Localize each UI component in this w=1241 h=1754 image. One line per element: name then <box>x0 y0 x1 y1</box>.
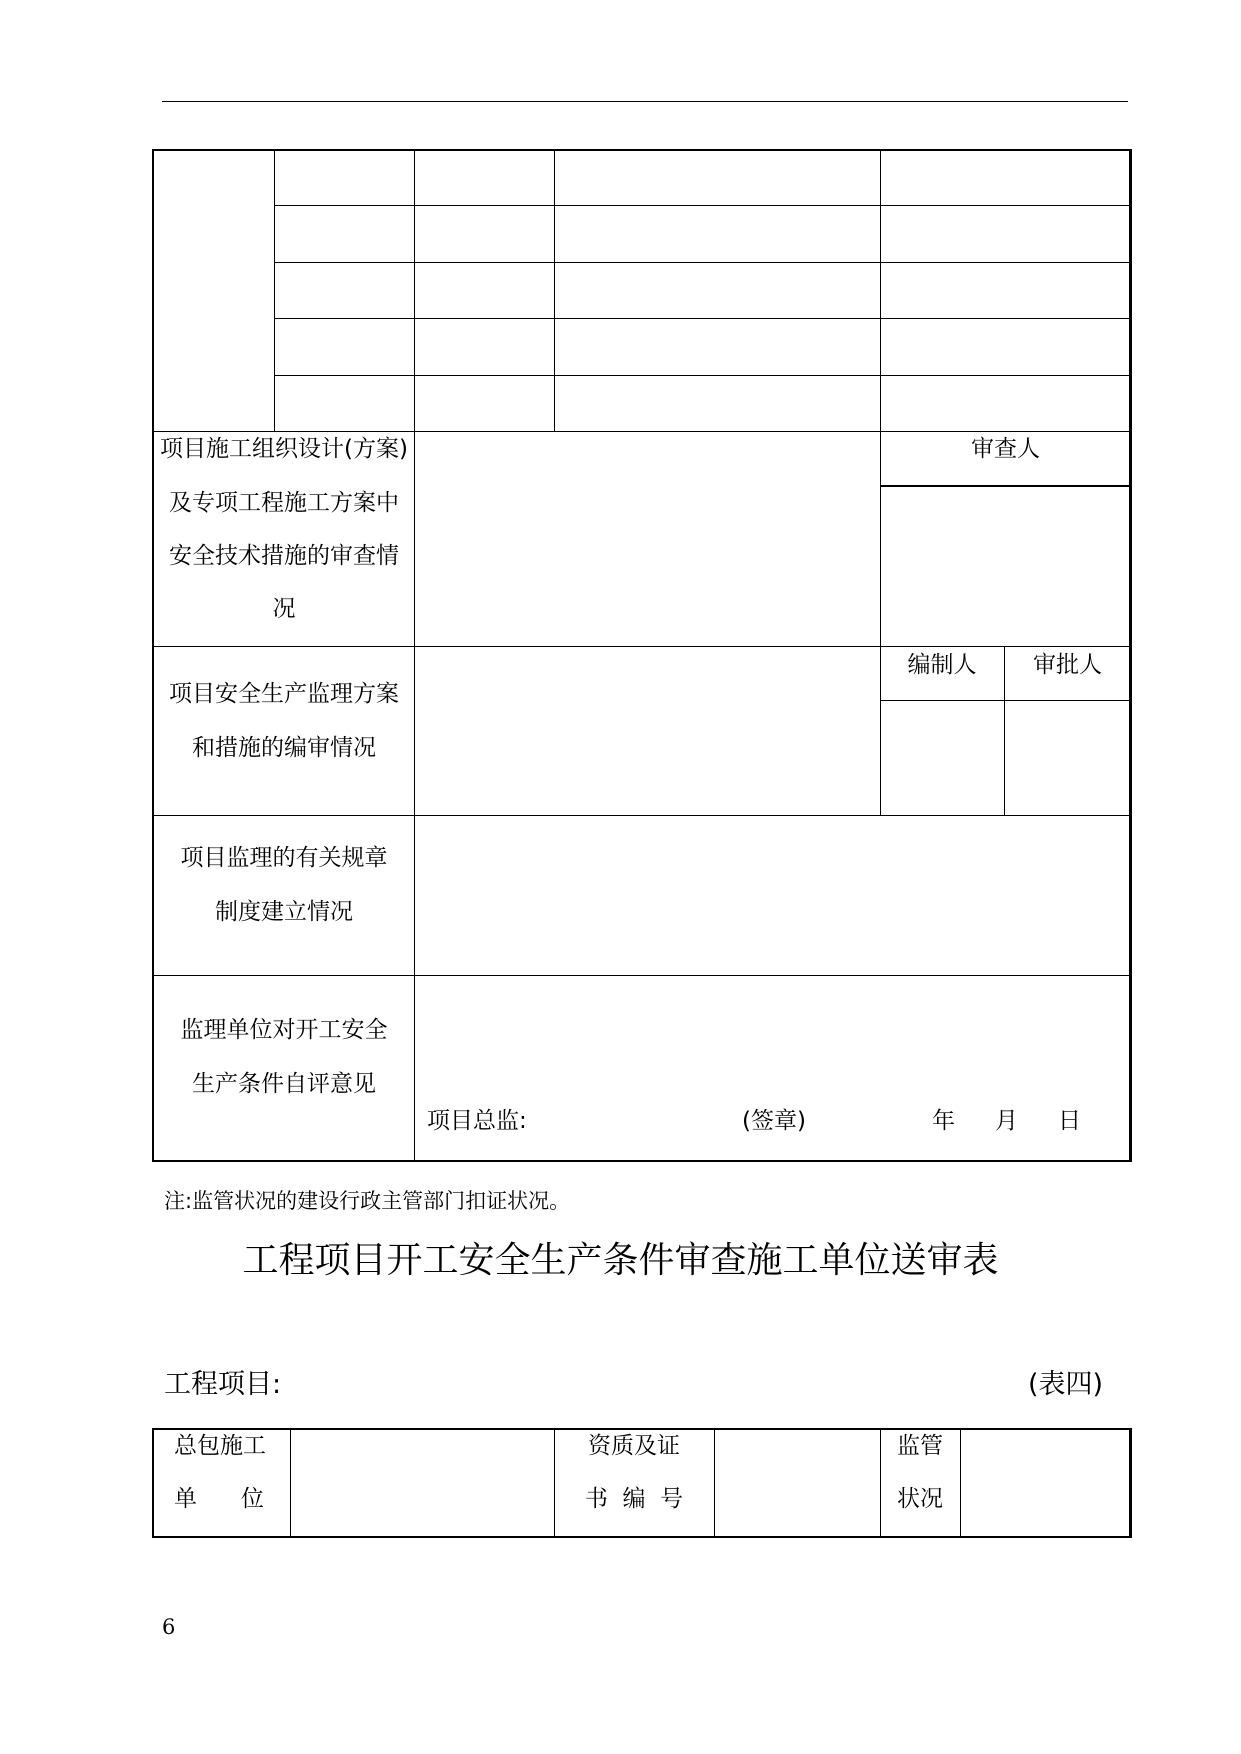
rules-label-2: 制度建立情况 <box>215 899 353 925</box>
header-rule <box>162 101 1128 102</box>
construction-org-review-label-4: 况 <box>272 596 296 622</box>
table-border-top <box>152 1428 1131 1430</box>
compiler-label: 编制人 <box>907 652 977 678</box>
reviewer-label: 审查人 <box>971 436 1040 462</box>
self-assessment-label-1: 监理单位对开工安全 <box>180 1017 388 1043</box>
grid-line <box>414 149 415 432</box>
footnote: 注:监管状况的建设行政主管部门扣证状况。 <box>164 1189 571 1213</box>
grid-line <box>152 815 1131 816</box>
table-border-right <box>1129 1428 1132 1538</box>
construction-org-review-label-1: 项目施工组织设计(方案) <box>160 436 408 462</box>
general-contractor-label-1: 总包施工 <box>174 1433 266 1459</box>
grid-line <box>152 431 1131 432</box>
project-label: 工程项目: <box>164 1369 282 1400</box>
grid-line <box>880 700 1131 701</box>
grid-line <box>274 149 275 432</box>
grid-line <box>274 262 1131 263</box>
table-border-bottom <box>152 1536 1131 1538</box>
grid-line <box>960 1428 961 1538</box>
grid-line <box>414 431 415 1161</box>
rules-label-1: 项目监理的有关规章 <box>180 845 388 871</box>
table-number: (表四) <box>1028 1369 1104 1400</box>
approver-label: 审批人 <box>1033 652 1102 678</box>
table-border-top <box>152 149 1131 151</box>
grid-line <box>880 431 881 816</box>
grid-line <box>880 149 881 432</box>
form-title: 工程项目开工安全生产条件审查施工单位送审表 <box>242 1240 999 1281</box>
month-label: 月 <box>995 1108 1018 1134</box>
construction-org-review-label-2: 及专项工程施工方案中 <box>169 490 399 516</box>
chief-supervisor-label: 项目总监: <box>427 1108 527 1134</box>
table-border-left <box>152 1428 154 1538</box>
day-label: 日 <box>1058 1108 1081 1134</box>
grid-line <box>554 149 555 432</box>
grid-line <box>274 375 1131 376</box>
table-border-bottom <box>152 1160 1131 1162</box>
qualification-label-1: 资质及证 <box>588 1433 680 1459</box>
grid-line <box>152 646 1131 647</box>
grid-line <box>274 318 1131 319</box>
qualification-label-2: 书 编 号 <box>584 1486 684 1512</box>
seal-label: (签章) <box>742 1108 806 1134</box>
supervision-label-1: 监管 <box>897 1433 943 1459</box>
grid-line <box>152 975 1131 976</box>
supervision-label-2: 状况 <box>897 1486 943 1512</box>
self-assessment-label-2: 生产条件自评意见 <box>192 1071 376 1097</box>
construction-org-review-label-3: 安全技术措施的审查情 <box>169 543 399 569</box>
page-number: 6 <box>162 1615 176 1639</box>
grid-line <box>274 205 1131 206</box>
grid-line <box>714 1428 715 1538</box>
year-label: 年 <box>932 1108 955 1134</box>
general-contractor-label-2: 单 位 <box>174 1486 264 1512</box>
grid-line <box>880 485 1131 487</box>
supervision-plan-label-2: 和措施的编审情况 <box>192 735 376 761</box>
grid-line <box>290 1428 291 1538</box>
table-border-left <box>152 149 154 1162</box>
supervision-plan-label-1: 项目安全生产监理方案 <box>169 681 399 707</box>
